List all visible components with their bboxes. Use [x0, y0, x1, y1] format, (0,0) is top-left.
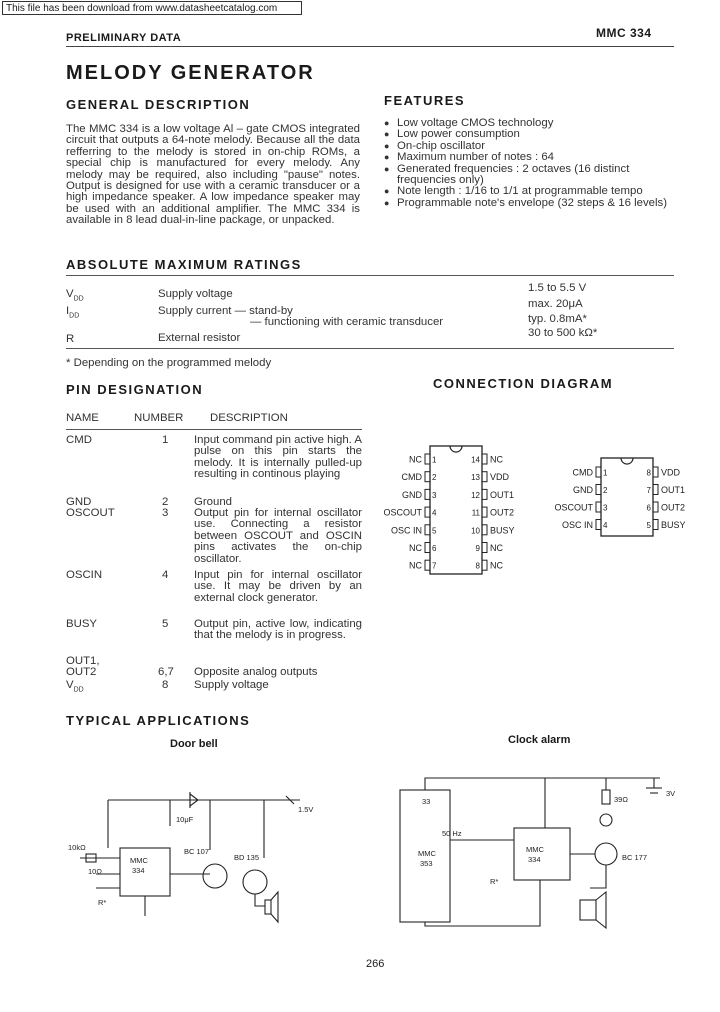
header-rule — [66, 46, 674, 47]
transistor-bc177 — [595, 843, 617, 865]
pin-name: OSCIN — [66, 569, 103, 581]
dip8-pin-number: 2 — [603, 486, 608, 495]
dip14-pin-number: 3 — [432, 490, 437, 500]
speaker-cone — [271, 892, 278, 922]
dip8-pin — [596, 467, 601, 477]
pin-name: CMD — [66, 434, 92, 446]
dip8-pin-number: 1 — [603, 468, 608, 478]
ratings-heading: ABSOLUTE MAXIMUM RATINGS — [66, 257, 302, 272]
dip8-pin-label: VDD — [661, 467, 681, 478]
dip8-pin-label: OSCOUT — [554, 502, 593, 513]
door-chip-label: MMC — [130, 856, 148, 865]
page-number: 266 — [366, 958, 385, 970]
connection-diagram — [380, 436, 700, 581]
dip8-pin-number: 6 — [646, 503, 651, 513]
door-label: 10μF — [176, 815, 194, 824]
ratings-rule — [66, 348, 674, 349]
feature-item: ● Programmable note's envelope (32 steps & 16 levels) — [384, 198, 676, 209]
pin-name: OSCOUT — [66, 507, 115, 519]
preliminary-label: PRELIMINARY DATA — [66, 32, 182, 44]
dip14-pin-number: 6 — [432, 544, 437, 553]
dip14-pin-number: 12 — [471, 490, 480, 500]
rating-desc: — functioning with ceramic transducer — [250, 316, 444, 328]
door-label: BC 107 — [184, 847, 210, 856]
download-banner: This file has been download from www.datasheetcatalog.com — [2, 1, 302, 15]
door-label: 1.5V — [298, 805, 314, 814]
dip14-pin-label: OUT1 — [490, 489, 515, 500]
dip14-notch — [450, 446, 462, 452]
dip14-pin — [482, 472, 487, 482]
wire — [590, 865, 606, 888]
clock-label: 50 Hz — [442, 829, 462, 838]
speaker-icon — [265, 900, 271, 914]
rating-symbol: R — [66, 333, 75, 345]
dip14-pin-number: 11 — [471, 508, 480, 518]
dip14-pin-number: 14 — [471, 455, 480, 465]
pin-name: BUSY — [66, 618, 98, 630]
dip14-pin — [482, 489, 487, 499]
dip8-pin — [596, 502, 601, 512]
rating-symbol: $V_{DD}$ — [66, 288, 84, 303]
transistor-bc107 — [203, 864, 227, 888]
dip14-pin-label: NC — [409, 543, 422, 553]
dip8-pin-label: BUSY — [661, 520, 686, 530]
dip14-pin-label: NC — [409, 454, 422, 465]
rating-value: 30 to 500 kΩ* — [528, 327, 598, 339]
wire — [255, 894, 265, 906]
dip14-pin-label: OUT2 — [490, 507, 515, 518]
wire — [425, 778, 660, 790]
rating-symbol: $I_{DD}$ — [66, 305, 80, 320]
pin-description: Opposite analog outputs — [194, 666, 318, 678]
dip14-pin-label: VDD — [490, 472, 510, 483]
clock-label: 3V — [666, 789, 676, 798]
rating-value: typ. 0.8mA* — [528, 313, 587, 325]
dip14-pin-number: 2 — [432, 473, 437, 483]
dip14-pin — [425, 507, 430, 517]
clock-chip-label: 334 — [528, 855, 541, 864]
pin-description: Supply voltage — [194, 679, 269, 691]
dip8-pin-label: CMD — [572, 467, 593, 478]
pin-designation-heading: PIN DESIGNATION — [66, 382, 204, 397]
dip14-pin-number: 1 — [432, 455, 437, 465]
dip14-pin-number: 13 — [471, 473, 480, 483]
rating-desc: Supply voltage — [158, 288, 233, 300]
dip14-pin — [425, 489, 430, 499]
dip14-pin-label: GND — [402, 489, 422, 500]
dip8-pin-number: 5 — [646, 521, 651, 530]
ratings-footnote: * Depending on the programmed melody — [66, 357, 272, 369]
features-list — [384, 118, 676, 209]
clock-speaker-icon — [580, 900, 596, 920]
dip14-pin-label: NC — [490, 560, 503, 571]
mmc353-label: MMC — [418, 849, 436, 858]
clock-label: 33 — [422, 797, 431, 806]
dip14-pin — [425, 454, 430, 464]
mmc353-label: 353 — [420, 859, 433, 868]
dip14-pin-number: 10 — [471, 526, 480, 536]
dip14-pin — [425, 543, 430, 553]
dip8-notch — [621, 458, 633, 464]
pin-description: Output pin, active low, indicating that the melody is in progress. — [194, 618, 362, 642]
clock-label: R* — [490, 877, 499, 886]
dip14-pin-label: BUSY — [490, 525, 515, 536]
general-description-heading: GENERAL DESCRIPTION — [66, 97, 251, 112]
rating-value: 1.5 to 5.5 V — [528, 282, 587, 294]
dip8-pin — [653, 485, 658, 495]
pin-col-name: NAME — [66, 412, 99, 424]
pin-description: Output pin for internal oscillator use. Connecting a resistor between OSCOUT and OSCIN pins activates the on-chip oscillator. — [194, 507, 362, 565]
dip8-pin — [596, 485, 601, 495]
part-number: MMC 334 — [596, 26, 652, 40]
dip14-pin — [425, 472, 430, 482]
dip14-pin-label: NC — [490, 543, 503, 553]
dip8-pin-label: OUT2 — [661, 502, 686, 513]
pin-number: 6,7 — [158, 666, 174, 678]
dip8-pin — [596, 520, 601, 530]
general-description-text: The MMC 334 is a low voltage Al – gate CMOS integrated circuit that outputs a 64-note melody. Because all the data refferring to the melody is stored in on-chip ROMs, a special chip is manufactured for every melody. Any melody may be required, also including "pause" notes. Output is designed for use with a ceramic transducer or a high impedance speaker. A low impedance speaker may be used with an additional amplifier. The MMC 334 is available in 8 lead dual-in-line package, or unpacked. — [66, 123, 360, 227]
dip8-pin-number: 4 — [603, 521, 608, 530]
dip14-pin-number: 9 — [475, 544, 480, 553]
feature-item: ● Generated frequencies : 2 octaves (16 distinct frequencies only) — [384, 164, 676, 187]
door-label: 10kΩ — [68, 843, 86, 852]
door-bell-schematic — [60, 778, 330, 938]
pin-number: 8 — [162, 679, 169, 691]
dip8-pin — [653, 502, 658, 512]
typical-applications-heading: TYPICAL APPLICATIONS — [66, 713, 251, 728]
connection-diagram-heading: CONNECTION DIAGRAM — [433, 376, 614, 391]
clock-alarm-title: Clock alarm — [508, 734, 571, 746]
dip8-pin — [653, 520, 658, 530]
dip14-pin — [482, 560, 487, 570]
rating-desc: External resistor — [158, 332, 241, 344]
page-title: MELODY GENERATOR — [66, 62, 315, 84]
rating-desc: Supply current — stand-by — [158, 305, 293, 317]
clock-alarm-schematic — [390, 766, 680, 936]
door-label: 10Ω — [88, 867, 102, 876]
dip14-pin-number: 7 — [432, 561, 437, 571]
dip14-pin — [482, 525, 487, 535]
dip14-pin-label: OSC IN — [390, 525, 422, 536]
clock-chip-body — [514, 828, 570, 880]
dip14-pin — [482, 543, 487, 553]
door-bell-title: Door bell — [170, 738, 218, 750]
feature-item: ● Note length : 1/16 to 1/1 at programmable tempo — [384, 186, 676, 197]
clock-label: BC 177 — [622, 853, 648, 862]
pin-col-description: DESCRIPTION — [210, 412, 288, 424]
wire — [425, 880, 540, 926]
pin-number: 2 — [162, 496, 169, 508]
pin-name: OUT1, OUT2 — [66, 655, 100, 679]
dip14-pin — [482, 507, 487, 517]
dip8-body — [601, 458, 653, 536]
rating-value: max. 20μA — [528, 298, 583, 310]
led-icon — [600, 814, 612, 826]
pin-name: $V_{DD}$ — [66, 679, 84, 694]
dip8-pin-label: OUT1 — [661, 485, 686, 495]
transistor-bd135 — [243, 870, 267, 894]
dip8-pin — [653, 467, 658, 477]
dip8-pin-label: OSC IN — [561, 520, 593, 530]
dip14-pin — [482, 454, 487, 464]
dip8-pin-number: 3 — [603, 503, 608, 513]
pin-number: 5 — [162, 618, 169, 630]
speaker-cone — [596, 892, 606, 928]
pin-number: 3 — [162, 507, 169, 519]
feature-item: ● On-chip oscillator — [384, 141, 676, 152]
dip14-pin-number: 5 — [432, 526, 437, 536]
dip14-pin-label: NC — [409, 560, 422, 571]
dip14-pin-label: OSCOUT — [383, 507, 422, 518]
clock-chip-label: MMC — [526, 845, 544, 854]
pin-table-rule — [66, 429, 362, 430]
clock-label: 39Ω — [614, 795, 628, 804]
feature-item: ● Maximum number of notes : 64 — [384, 152, 676, 163]
dip8-pin-number: 7 — [646, 486, 651, 495]
feature-item: ● Low power consumption — [384, 129, 676, 140]
dip14-pin — [425, 525, 430, 535]
pin-col-number: NUMBER — [134, 412, 184, 424]
dip8-package — [554, 458, 685, 536]
door-label: BD 135 — [234, 853, 260, 862]
door-label: R* — [98, 898, 107, 907]
dip14-pin-number: 4 — [432, 508, 437, 518]
ratings-rule — [66, 275, 674, 276]
dip14-pin — [425, 560, 430, 570]
dip14-pin-number: 8 — [475, 561, 480, 571]
dip14-pin-label: CMD — [401, 472, 422, 483]
pin-number: 1 — [162, 434, 169, 446]
dip14-package — [383, 446, 514, 574]
feature-item: ● Low voltage CMOS technology — [384, 118, 676, 129]
dip8-pin-number: 8 — [646, 468, 651, 478]
dip8-pin-label: GND — [573, 485, 593, 495]
pin-description: Input pin for internal oscillator use. It may be driven by an external clock generator. — [194, 569, 362, 604]
pin-number: 4 — [162, 569, 169, 581]
dip14-pin-label: NC — [490, 454, 503, 465]
pin-name: GND — [66, 496, 92, 508]
pin-description: Ground — [194, 496, 232, 508]
door-chip-label: 334 — [132, 866, 145, 875]
pin-description: Input command pin active high. A pulse on this pin starts the melody. It is internally pulled-up resulting in continous playing — [194, 434, 362, 481]
resistor-39 — [602, 790, 610, 804]
features-heading: FEATURES — [384, 93, 466, 108]
